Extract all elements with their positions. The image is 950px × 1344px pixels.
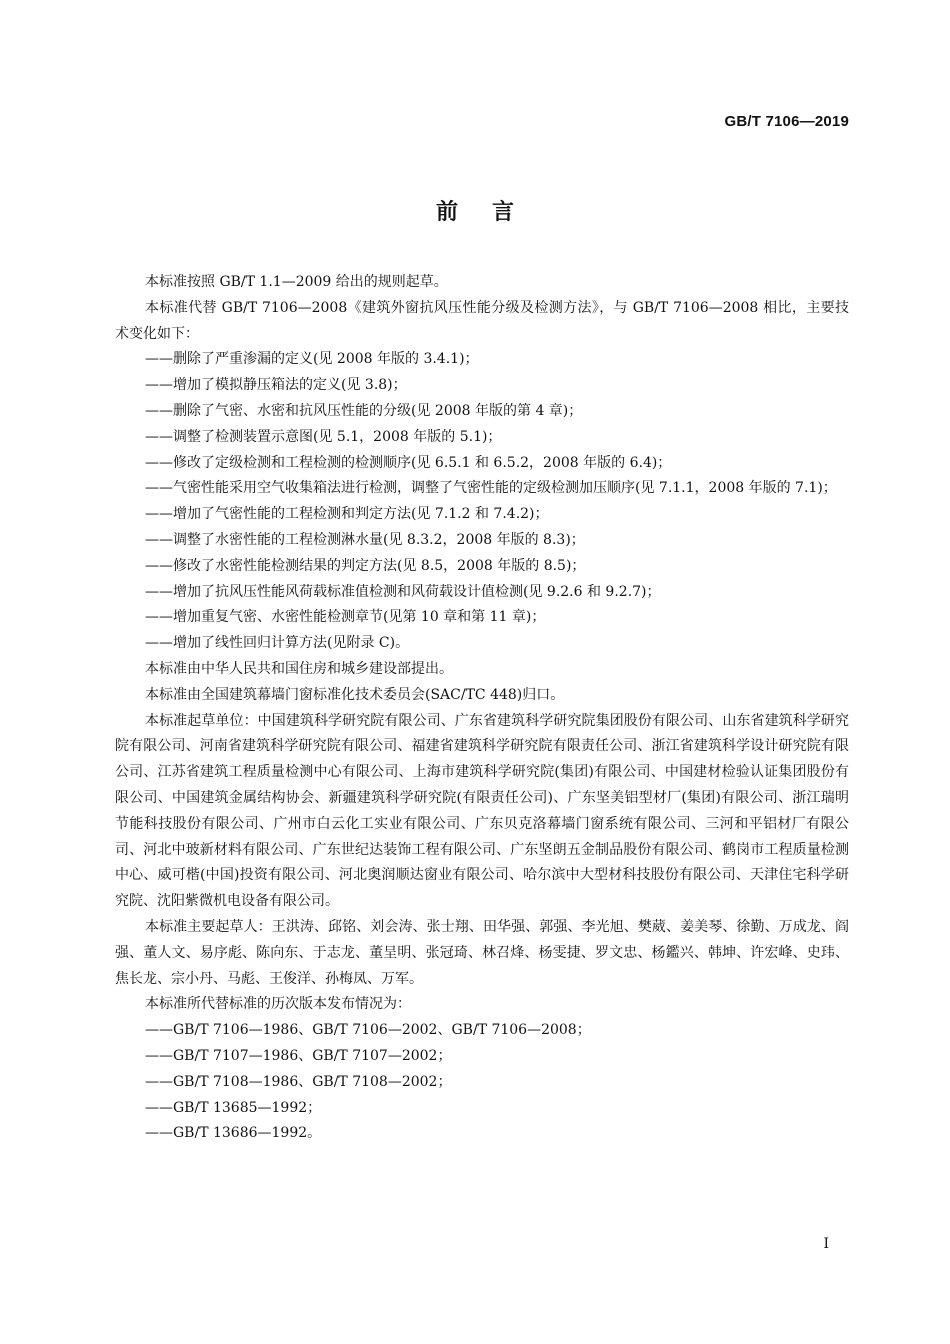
history-item: ——GB/T 7108—1986、GB/T 7108—2002； [145,1073,452,1090]
list-item: ——增加了抗风压性能风荷载标准值检测和风荷载设计值检测(见 9.2.6 和 9.2.7)； [145,583,661,600]
document-body [115,270,849,1147]
history-item: ——GB/T 13685—1992； [145,1099,322,1116]
list-item: ——调整了检测装置示意图(见 5.1，2008 年版的 5.1)； [145,428,502,445]
paragraph-proposer: 本标准由中华人民共和国住房和城乡建设部提出。 [145,660,453,677]
list-item: ——删除了气密、水密和抗风压性能的分级(见 2008 年版的第 4 章)； [145,402,583,419]
paragraph-drafters: 本标准主要起草人：王洪涛、邱铭、刘会涛、张士翔、田华强、郭强、李光旭、樊葳、姜美琴、徐勤、万成龙、阎强、董人文、易序彪、陈向东、于志龙、董呈明、张冠琦、林召烽、杨雯捷、罗文忠、杨鑑兴、韩坤、许宏峰、史玮、焦长龙、宗小丹、马彪、王俊洋、孙梅凤、万军。 [115,918,849,987]
paragraph-drafting-units: 本标准起草单位：中国建筑科学研究院有限公司、广东省建筑科学研究院集团股份有限公司、山东省建筑科学研究院有限公司、河南省建筑科学研究院有限公司、福建省建筑科学研究院有限责任公司、浙江省建筑科学设计研究院有限公司、江苏省建筑工程质量检测中心有限公司、上海市建筑科学研究院(集团)有限公司、中国建材检验认证集团股份有限公司、中国建筑金属结构协会、新疆建筑科学研究院(有限责任公司)、广东坚美铝型材厂(集团)有限公司、浙江瑞明节能科技股份有限公司、广州市白云化工实业有限公司、广东贝克洛幕墙门窗系统有限公司、三河和平铝材厂有限公司、河北中玻新材料有限公司、广东世纪达装饰工程有限公司、广东坚朗五金制品股份有限公司、鹤岗市工程质量检测中心、威可楷(中国)投资有限公司、河北奥润顺达窗业有限公司、哈尔滨中大型材科技股份有限公司、天津住宅科学研究院、沈阳紫微机电设备有限公司。 [115,712,849,910]
document-number: GB/T 7106—2019 [724,113,849,130]
paragraph-drafting-rules: 本标准按照 GB/T 1.1—2009 给出的规则起草。 [145,274,448,290]
history-item: ——GB/T 13686—1992。 [145,1125,322,1142]
page-number: I [823,1236,829,1252]
list-item: ——增加了线性回归计算方法(见附录 C)。 [145,635,410,652]
list-item: ——增加了气密性能的工程检测和判定方法(见 7.1.2 和 7.4.2)； [145,506,549,523]
paragraph-replacement: 本标准代替 GB/T 7106—2008《建筑外窗抗风压性能分级及检测方法》，与 GB/T 7106—2008 相比，主要技术变化如下： [115,299,849,342]
history-item: ——GB/T 7106—1986、GB/T 7106—2002、GB/T 7106—2008； [145,1022,591,1039]
list-item: ——气密性能采用空气收集箱法进行检测，调整了气密性能的定级检测加压顺序(见 7.1.1，2008 年版的 7.1)； [145,480,837,497]
list-item: ——增加了模拟静压箱法的定义(见 3.8)； [145,377,407,394]
history-item: ——GB/T 7107—1986、GB/T 7107—2002； [145,1047,452,1064]
list-item: ——修改了定级检测和工程检测的检测顺序(见 6.5.1 和 6.5.2，2008 年版的 6.4)； [145,454,672,471]
paragraph-history: 本标准所代替标准的历次版本发布情况为： [145,996,411,1013]
page-title: 前言 [435,199,548,225]
list-item: ——删除了严重渗漏的定义(见 2008 年版的 3.4.1)； [145,351,479,368]
list-item: ——增加重复气密、水密性能检测章节(见第 10 章和第 11 章)； [145,609,546,626]
list-item: ——调整了水密性能的工程检测淋水量(见 8.3.2，2008 年版的 8.3)； [145,531,585,548]
paragraph-committee: 本标准由全国建筑幕墙门窗标准化技术委员会(SAC/TC 448)归口。 [145,686,565,703]
list-item: ——修改了水密性能检测结果的判定方法(见 8.5，2008 年版的 8.5)； [145,557,586,574]
